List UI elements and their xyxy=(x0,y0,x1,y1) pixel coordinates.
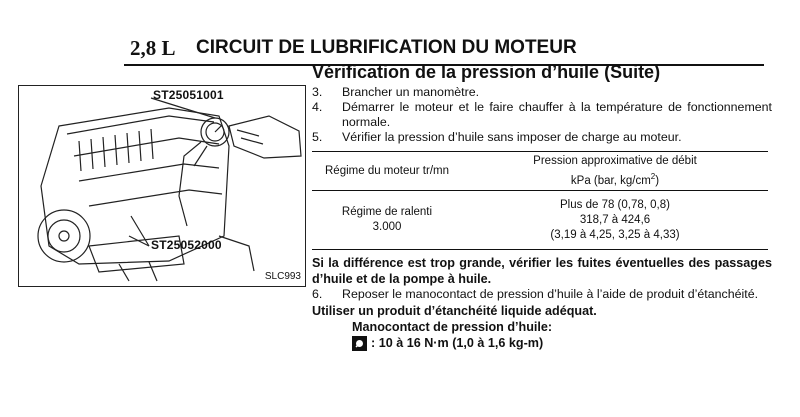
step-item xyxy=(312,85,772,100)
torque-wrench-icon xyxy=(352,336,367,351)
sealant-note: Utiliser un produit d’étanchéité liquide adéquat. xyxy=(312,304,597,318)
section-title: CIRCUIT DE LUBRIFICATION DU MOTEUR xyxy=(196,37,577,58)
figure-code: SLC993 xyxy=(264,271,301,282)
step-text: Reposer le manocontact de pression d’huile à l’aide de produit d’étanchéité. xyxy=(342,287,759,301)
table-cell-rpm: Régime de ralenti 3.000 xyxy=(341,206,433,233)
spec-value-row xyxy=(312,335,772,351)
warning-text: Si la différence est trop grande, vérifier les fuites éventuelles des passages d’huile et de la pompe à huile. xyxy=(312,256,772,286)
steps-list xyxy=(312,85,772,145)
pressure-table xyxy=(312,151,768,250)
engine-size: 2,8 L xyxy=(130,36,176,60)
table-header-pressure: Pression approximative de débit kPa (bar, $kg/cm^2$) xyxy=(533,154,697,187)
step-text: Vérifier la pression d’huile sans imposer de charge au moteur. xyxy=(342,130,682,144)
step-number: 5. xyxy=(312,130,323,144)
step-number: 4. xyxy=(312,100,323,114)
table-header-rpm: Régime du moteur tr/mn xyxy=(325,165,449,177)
callout-tool-top: ST25051001 xyxy=(153,88,224,102)
callout-tool-bottom: ST25052000 xyxy=(151,238,222,252)
spec-value: : 10 à 16 N·m (1,0 à 1,6 kg-m) xyxy=(371,336,544,350)
step-number: 3. xyxy=(312,85,323,99)
step-item xyxy=(312,287,772,302)
content-column xyxy=(312,62,772,351)
engine-illustration-icon xyxy=(19,86,305,286)
table-header-row xyxy=(312,152,768,191)
step-item xyxy=(312,130,772,145)
step-text: Brancher un manomètre. xyxy=(342,85,480,99)
table-cell-pressure: Plus de 78 (0,78, 0,8) 318,7 à 424,6 (3,19 à 4,25, 3,25 à 4,33) xyxy=(550,198,680,241)
table-row xyxy=(312,191,768,249)
step-number: 6. xyxy=(312,287,323,301)
step-text: Démarrer le moteur et le faire chauffer à la température de fonctionnement normale. xyxy=(342,100,772,129)
step-item xyxy=(312,100,772,130)
engine-figure xyxy=(18,85,306,287)
subsection-title: Vérification de la pression d’huile (Suite) xyxy=(312,62,661,82)
spec-title: Manocontact de pression d’huile: xyxy=(352,320,553,334)
